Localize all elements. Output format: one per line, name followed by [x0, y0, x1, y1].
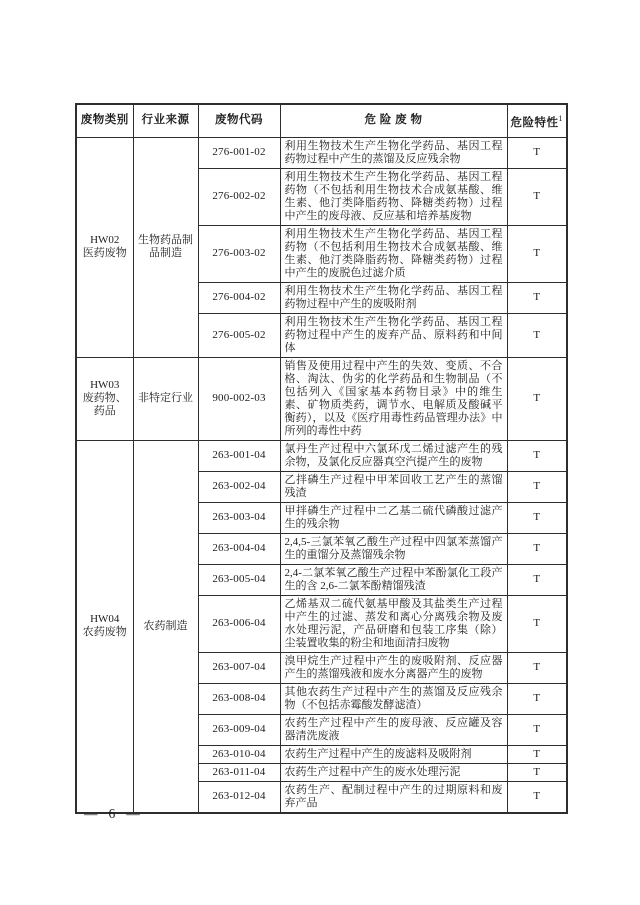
industry-source-cell: 生物药品制品制造: [133, 137, 198, 357]
waste-code: 276-002-02: [198, 168, 280, 225]
header-waste-code: 废物代码: [198, 104, 280, 137]
waste-code: 263-009-04: [198, 714, 280, 745]
hazard-property: T: [507, 683, 567, 714]
category-code: HW02: [90, 234, 120, 247]
waste-code: 900-002-03: [198, 357, 280, 440]
hazard-property: T: [507, 282, 567, 313]
waste-description: 甲拌磷生产过程中二乙基二硫代磷酸过滤产生的残余物: [280, 502, 507, 533]
category-code: HW03: [90, 379, 120, 392]
waste-description: 农药生产、配制过程中产生的过期原料和废弃产品: [280, 781, 507, 813]
waste-code: 263-010-04: [198, 745, 280, 763]
waste-category-cell: [76, 440, 133, 813]
hazard-property: T: [507, 440, 567, 471]
footer-dash-left: —: [84, 806, 98, 821]
waste-category-cell: [76, 137, 133, 357]
header-hazard-property-label: 危险特性: [510, 116, 559, 129]
waste-code: 276-001-02: [198, 137, 280, 168]
waste-code: 263-002-04: [198, 471, 280, 502]
page-number: 6: [108, 806, 116, 821]
hazard-property: T: [507, 714, 567, 745]
waste-description: 2,4-二氯苯氧乙酸生产过程中苯酚氯化工段产生的含 2,6-二氯苯酚精馏残渣: [280, 564, 507, 595]
waste-description: 利用生物技术生产生物化学药品、基因工程药物过程中产生的废弃产品、原料药和中间体: [280, 313, 507, 357]
waste-description: 溴甲烷生产过程中产生的废吸附剂、反应器产生的蒸馏残液和废水分离器产生的废物: [280, 652, 507, 683]
waste-code: 276-004-02: [198, 282, 280, 313]
waste-code: 263-001-04: [198, 440, 280, 471]
waste-code: 276-003-02: [198, 225, 280, 282]
hazard-property: T: [507, 781, 567, 813]
hazard-property: T: [507, 502, 567, 533]
hazard-property: T: [507, 357, 567, 440]
header-industry-source: 行业来源: [133, 104, 198, 137]
waste-code: 263-007-04: [198, 652, 280, 683]
waste-code: 263-012-04: [198, 781, 280, 813]
header-hazardous-waste: 危 险 废 物: [280, 104, 507, 137]
hazard-property: T: [507, 652, 567, 683]
hazard-property: T: [507, 313, 567, 357]
waste-category-cell: [76, 357, 133, 440]
hazard-property: T: [507, 137, 567, 168]
table-row: [76, 440, 567, 471]
waste-description: 利用生物技术生产生物化学药品、基因工程药物（不包括利用生物技术合成氨基酸、维生素、他汀类降脂药物、降糖类药物）过程中产生的废脱色过滤介质: [280, 225, 507, 282]
footer-dash-right: —: [126, 806, 140, 821]
waste-description: 2,4,5-三氯苯氧乙酸生产过程中四氯苯蒸馏产生的重馏分及蒸馏残余物: [280, 533, 507, 564]
hazard-property: T: [507, 745, 567, 763]
waste-description: 氯丹生产过程中六氯环戊二烯过滤产生的残余物，及氯化反应器真空汽提产生的废物: [280, 440, 507, 471]
waste-description: 其他农药生产过程中产生的蒸馏及反应残余物（不包括赤霉酸发酵滤渣）: [280, 683, 507, 714]
hazard-property: T: [507, 225, 567, 282]
category-name: 医药废物: [82, 247, 127, 260]
footnote-mark: 1: [558, 114, 563, 123]
waste-code: 276-005-02: [198, 313, 280, 357]
hazard-property: T: [507, 168, 567, 225]
category-name: 农药废物: [82, 626, 127, 639]
table-header-row: [76, 104, 567, 137]
waste-description: 农药生产过程中产生的废滤料及吸附剂: [280, 745, 507, 763]
table-row: [76, 137, 567, 168]
hazard-property: T: [507, 595, 567, 652]
header-waste-category: 废物类别: [76, 104, 133, 137]
waste-description: 农药生产过程中产生的废水处理污泥: [280, 763, 507, 781]
hazard-property: T: [507, 471, 567, 502]
waste-description: 销售及使用过程中产生的失效、变质、不合格、淘汰、伪劣的化学药品和生物制品（不包括列入《国家基本药物目录》中的维生素、矿物质类药，调节水、电解质及酸碱平衡药），以及《医疗用毒性药品管理办法》中所列的毒性中药: [280, 357, 507, 440]
hazardous-waste-table: [75, 103, 568, 814]
waste-code: 263-011-04: [198, 763, 280, 781]
waste-description: 农药生产过程中产生的废母液、反应罐及容器清洗废液: [280, 714, 507, 745]
waste-description: 利用生物技术生产生物化学药品、基因工程药物过程中产生的蒸馏及反应残余物: [280, 137, 507, 168]
waste-code: 263-005-04: [198, 564, 280, 595]
waste-description: 乙烯基双二硫代氨基甲酸及其盐类生产过程中产生的过滤、蒸发和离心分离残余物及废水处理污泥，产品研磨和包装工序集（除）尘装置收集的粉尘和地面清扫废物: [280, 595, 507, 652]
hazard-property: T: [507, 533, 567, 564]
hazard-property: T: [507, 763, 567, 781]
category-code: HW04: [90, 613, 120, 626]
waste-description: 乙拌磷生产过程中甲苯回收工艺产生的蒸馏残渣: [280, 471, 507, 502]
waste-code: 263-003-04: [198, 502, 280, 533]
page-footer: [84, 806, 140, 822]
hazard-property: T: [507, 564, 567, 595]
waste-code: 263-008-04: [198, 683, 280, 714]
category-name: 废药物、药品: [82, 392, 127, 418]
industry-source-cell: 农药制造: [133, 440, 198, 813]
table-row: [76, 357, 567, 440]
industry-source-cell: 非特定行业: [133, 357, 198, 440]
waste-code: 263-006-04: [198, 595, 280, 652]
waste-description: 利用生物技术生产生物化学药品、基因工程药物过程中产生的废吸附剂: [280, 282, 507, 313]
header-hazard-property: [507, 104, 567, 137]
waste-description: 利用生物技术生产生物化学药品、基因工程药物（不包括利用生物技术合成氨基酸、维生素、他汀类降脂药物、降糖类药物）过程中产生的废母液、反应基和培养基废物: [280, 168, 507, 225]
waste-code: 263-004-04: [198, 533, 280, 564]
